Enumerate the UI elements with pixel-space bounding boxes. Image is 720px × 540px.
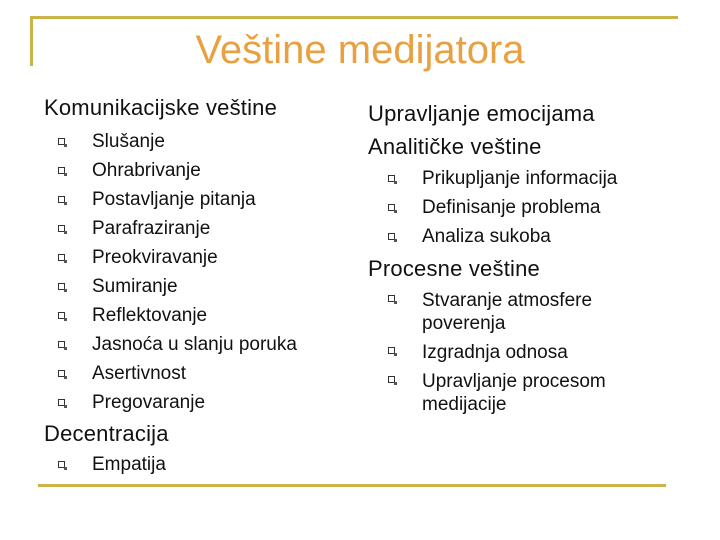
list-item xyxy=(374,286,654,338)
list-item-label: Asertivnost xyxy=(92,363,186,384)
square-bullet-icon xyxy=(58,399,65,406)
square-bullet-icon xyxy=(58,283,65,290)
slide-title: Veštine medijatora xyxy=(195,28,525,72)
list-item xyxy=(44,359,364,388)
list-item xyxy=(374,338,654,367)
heading-procesne: Procesne veštine xyxy=(368,256,540,281)
list-item-label: Sumiranje xyxy=(92,276,178,297)
square-bullet-icon xyxy=(388,295,395,302)
frame-top-line xyxy=(30,16,678,19)
list-item xyxy=(374,193,674,222)
list-item-label: Pregovaranje xyxy=(92,392,206,413)
square-bullet-icon xyxy=(58,138,65,145)
list-item-label: Empatija xyxy=(92,454,166,475)
list-item-label: Definisanje problema xyxy=(422,197,601,218)
square-bullet-icon xyxy=(58,370,65,377)
list-item xyxy=(44,450,364,479)
list-item-label: Reflektovanje xyxy=(92,305,208,326)
list-analiticke xyxy=(374,164,674,251)
square-bullet-icon xyxy=(388,233,395,240)
list-item-label: Jasnoća u slanju poruka xyxy=(92,334,297,355)
list-item xyxy=(44,185,364,214)
square-bullet-icon xyxy=(58,312,65,319)
list-item xyxy=(44,388,364,417)
list-item xyxy=(44,243,364,272)
heading-decentracija: Decentracija xyxy=(44,421,169,446)
heading-komunikacijske: Komunikacijske veštine xyxy=(44,95,278,120)
square-bullet-icon xyxy=(388,204,395,211)
list-procesne xyxy=(374,286,654,419)
list-item xyxy=(44,272,364,301)
square-bullet-icon xyxy=(58,461,65,468)
list-item xyxy=(44,156,364,185)
square-bullet-icon xyxy=(388,175,395,182)
list-item xyxy=(44,301,364,330)
square-bullet-icon xyxy=(58,225,65,232)
list-item-label: Parafraziranje xyxy=(92,218,211,239)
list-item-label: Stvaranje atmosfere poverenja xyxy=(422,290,593,334)
square-bullet-icon xyxy=(58,254,65,261)
square-bullet-icon xyxy=(58,196,65,203)
square-bullet-icon xyxy=(388,376,395,383)
list-item-label: Prikupljanje informacija xyxy=(422,168,618,189)
list-item xyxy=(374,222,674,251)
list-item xyxy=(44,214,364,243)
list-decentracija xyxy=(44,450,364,479)
list-item xyxy=(44,127,364,156)
square-bullet-icon xyxy=(388,347,395,354)
frame-bottom-line xyxy=(38,484,666,487)
list-item-label: Izgradnja odnosa xyxy=(422,342,568,363)
heading-analiticke: Analitičke veštine xyxy=(368,134,542,159)
list-item-label: Ohrabrivanje xyxy=(92,160,201,181)
list-item-label: Postavljanje pitanja xyxy=(92,189,256,210)
list-komunikacijske xyxy=(44,127,364,417)
list-item xyxy=(374,367,654,419)
heading-emocije: Upravljanje emocijama xyxy=(368,101,595,126)
list-item-label: Preokviravanje xyxy=(92,247,218,268)
list-item xyxy=(44,330,364,359)
list-item xyxy=(374,164,674,193)
list-item-label: Slušanje xyxy=(92,131,165,152)
square-bullet-icon xyxy=(58,341,65,348)
list-item-label: Analiza sukoba xyxy=(422,226,551,247)
square-bullet-icon xyxy=(58,167,65,174)
list-item-label: Upravljanje procesom medijacije xyxy=(422,371,606,415)
